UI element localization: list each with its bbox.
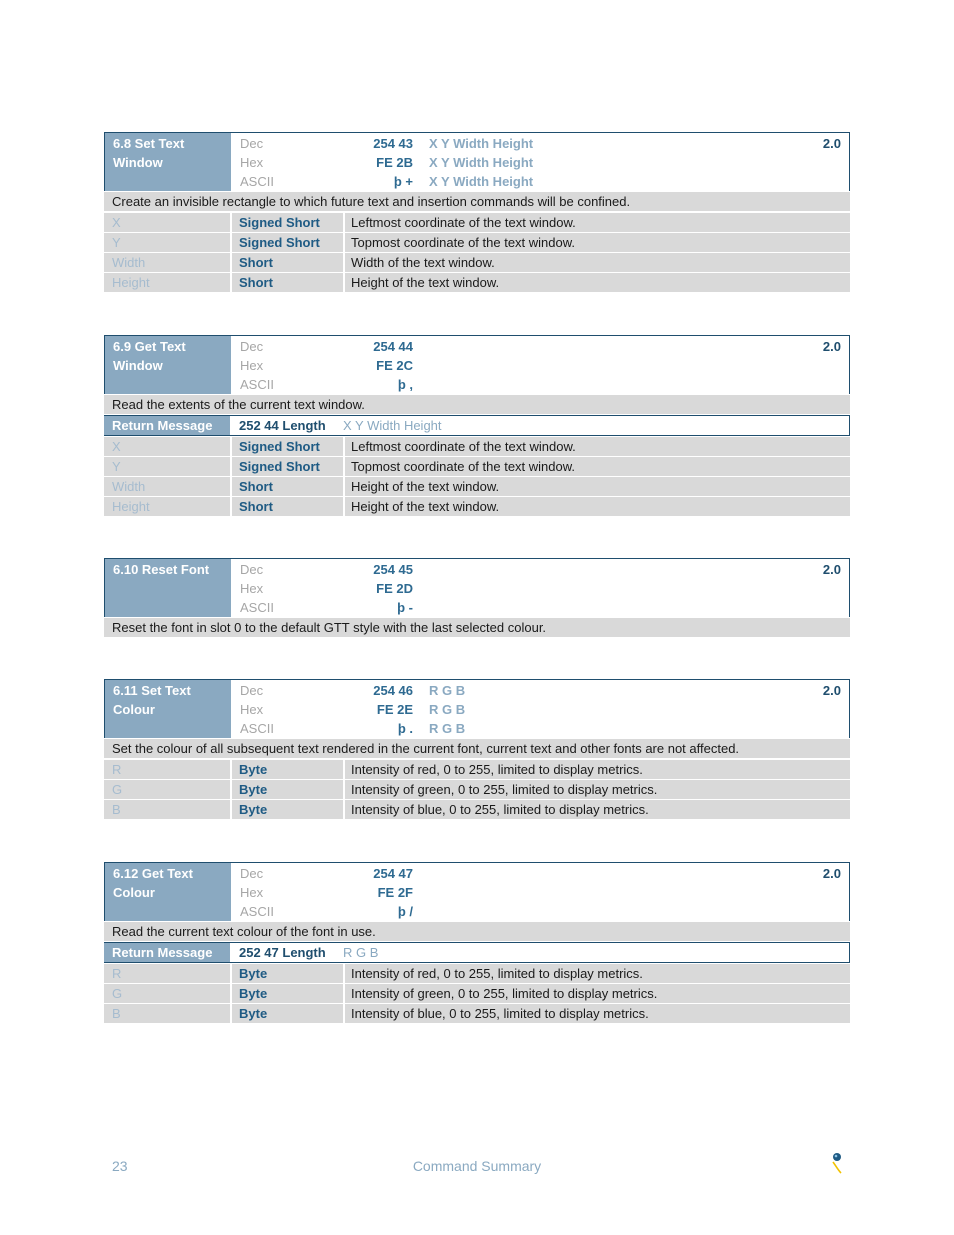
param-name: B — [104, 1004, 230, 1023]
code-value: 254 44 — [373, 339, 413, 354]
code-params: X Y Width Height — [429, 155, 534, 170]
code-params: R G B — [429, 721, 466, 736]
command-block — [104, 335, 850, 516]
code-label: ASCII — [240, 721, 274, 736]
command-block — [104, 558, 850, 638]
code-label: Hex — [240, 155, 264, 170]
param-name: Y — [104, 233, 230, 252]
param-description: Intensity of blue, 0 to 255, limited to display metrics. — [345, 1004, 850, 1023]
version-number: 2.0 — [822, 683, 841, 698]
command-description: Create an invisible rectangle to which future text and insertion commands will be confined. — [104, 192, 850, 212]
param-name: R — [104, 964, 230, 983]
param-type: Signed Short — [232, 457, 343, 476]
code-row-dec — [231, 134, 849, 153]
param-description: Intensity of blue, 0 to 255, limited to display metrics. — [345, 800, 850, 819]
command-header — [104, 679, 850, 738]
code-label: Hex — [240, 702, 264, 717]
code-params — [413, 902, 801, 921]
code-params — [413, 579, 801, 598]
param-name: Height — [104, 497, 230, 516]
command-description: Reset the font in slot 0 to the default GTT style with the last selected colour. — [104, 618, 850, 638]
param-type: Short — [232, 497, 343, 516]
code-value: FE 2B — [376, 155, 413, 170]
code-row-ascii — [231, 902, 849, 921]
code-label: ASCII — [240, 904, 274, 919]
param-name: G — [104, 780, 230, 799]
code-row-dec — [231, 337, 849, 356]
command-block — [104, 679, 850, 819]
code-value: 254 43 — [373, 136, 413, 151]
command-codes — [231, 133, 849, 191]
param-name: X — [104, 437, 230, 456]
param-type: Byte — [232, 984, 343, 1003]
code-row-ascii — [231, 172, 849, 191]
code-row-hex — [231, 883, 849, 902]
code-params: X Y Width Height — [429, 174, 534, 189]
code-params — [413, 375, 801, 394]
code-params — [413, 356, 801, 375]
parameter-row — [104, 800, 850, 819]
command-title: 6.10 Reset Font — [105, 559, 231, 617]
param-name: Width — [104, 477, 230, 496]
command-title: 6.8 Set Text Window — [105, 133, 231, 191]
code-label: Dec — [240, 683, 264, 698]
param-description: Height of the text window. — [345, 273, 850, 292]
parameter-row — [104, 984, 850, 1003]
parameter-row — [104, 780, 850, 799]
param-type: Short — [232, 273, 343, 292]
code-row-hex — [231, 579, 849, 598]
code-params: R G B — [429, 702, 466, 717]
parameter-row — [104, 760, 850, 779]
version-number: 2.0 — [822, 136, 841, 151]
param-description: Topmost coordinate of the text window. — [345, 233, 850, 252]
command-description: Read the extents of the current text window. — [104, 395, 850, 415]
param-description: Intensity of green, 0 to 255, limited to display metrics. — [345, 780, 850, 799]
parameter-row — [104, 437, 850, 456]
command-header — [104, 132, 850, 191]
param-type: Signed Short — [232, 213, 343, 232]
command-title: 6.12 Get Text Colour — [105, 863, 231, 921]
code-params — [413, 337, 801, 356]
code-label: Dec — [240, 339, 264, 354]
param-name: Width — [104, 253, 230, 272]
return-label: Return Message — [104, 943, 230, 962]
parameter-row — [104, 233, 850, 252]
code-row-dec — [231, 560, 849, 579]
code-label: ASCII — [240, 600, 274, 615]
code-params — [413, 560, 801, 579]
param-type: Byte — [232, 964, 343, 983]
code-row-hex — [231, 153, 849, 172]
code-params: R G B — [429, 683, 466, 698]
parameter-row — [104, 253, 850, 272]
code-label: Dec — [240, 562, 264, 577]
code-row-ascii — [231, 719, 849, 738]
param-type: Short — [232, 477, 343, 496]
parameter-row — [104, 497, 850, 516]
param-name: X — [104, 213, 230, 232]
return-params: R G B — [343, 945, 379, 960]
version-number: 2.0 — [822, 339, 841, 354]
code-label: Hex — [240, 581, 264, 596]
param-type: Byte — [232, 800, 343, 819]
code-params: X Y Width Height — [429, 136, 534, 151]
version-number: 2.0 — [822, 562, 841, 577]
param-type: Signed Short — [232, 437, 343, 456]
code-row-ascii — [231, 375, 849, 394]
code-params — [413, 598, 801, 617]
param-type: Signed Short — [232, 233, 343, 252]
parameter-row — [104, 964, 850, 983]
code-row-hex — [231, 700, 849, 719]
code-label: Dec — [240, 136, 264, 151]
param-name: G — [104, 984, 230, 1003]
command-title: 6.9 Get Text Window — [105, 336, 231, 394]
code-value: 254 45 — [373, 562, 413, 577]
code-value: 254 47 — [373, 866, 413, 881]
command-description: Read the current text colour of the font in use. — [104, 922, 850, 942]
param-type: Short — [232, 253, 343, 272]
return-message-row — [104, 415, 850, 436]
parameter-row — [104, 1004, 850, 1023]
code-value: þ . — [397, 721, 413, 736]
code-value: þ , — [397, 377, 413, 392]
code-value: FE 2F — [377, 885, 413, 900]
return-code: 252 47 Length — [239, 945, 326, 960]
return-code: 252 44 Length — [239, 418, 326, 433]
command-codes — [231, 680, 849, 738]
param-type: Byte — [232, 780, 343, 799]
return-message-row — [104, 942, 850, 963]
param-name: R — [104, 760, 230, 779]
command-header — [104, 335, 850, 394]
command-description: Set the colour of all subsequent text rendered in the current font, current text and other fonts are not affected. — [104, 739, 850, 759]
parameter-row — [104, 477, 850, 496]
parameter-row — [104, 457, 850, 476]
code-value: FE 2E — [376, 702, 413, 717]
command-header — [104, 558, 850, 617]
code-value: 254 46 — [373, 683, 413, 698]
param-type: Byte — [232, 1004, 343, 1023]
command-codes — [231, 863, 849, 921]
command-block — [104, 862, 850, 1023]
matrix-orbital-logo-icon — [828, 1150, 848, 1174]
parameter-row — [104, 273, 850, 292]
code-value: FE 2D — [376, 581, 413, 596]
code-params — [413, 864, 801, 883]
command-header — [104, 862, 850, 921]
return-params: X Y Width Height — [343, 418, 442, 433]
return-label: Return Message — [104, 416, 230, 435]
code-row-ascii — [231, 598, 849, 617]
param-description: Height of the text window. — [345, 477, 850, 496]
param-description: Height of the text window. — [345, 497, 850, 516]
param-description: Intensity of red, 0 to 255, limited to display metrics. — [345, 760, 850, 779]
code-value: þ / — [397, 904, 413, 919]
code-row-dec — [231, 681, 849, 700]
command-block — [104, 132, 850, 292]
command-codes — [231, 336, 849, 394]
code-label: ASCII — [240, 174, 274, 189]
param-name: Y — [104, 457, 230, 476]
page-number: 23 — [112, 1158, 128, 1174]
code-params — [413, 883, 801, 902]
param-name: Height — [104, 273, 230, 292]
code-label: Hex — [240, 885, 264, 900]
param-type: Byte — [232, 760, 343, 779]
code-label: Hex — [240, 358, 264, 373]
code-row-hex — [231, 356, 849, 375]
command-title: 6.11 Set Text Colour — [105, 680, 231, 738]
code-label: Dec — [240, 866, 264, 881]
param-description: Leftmost coordinate of the text window. — [345, 213, 850, 232]
param-name: B — [104, 800, 230, 819]
command-codes — [231, 559, 849, 617]
code-value: þ - — [397, 600, 413, 615]
code-label: ASCII — [240, 377, 274, 392]
param-description: Intensity of red, 0 to 255, limited to display metrics. — [345, 964, 850, 983]
param-description: Topmost coordinate of the text window. — [345, 457, 850, 476]
code-row-dec — [231, 864, 849, 883]
footer-title: Command Summary — [412, 1158, 542, 1174]
parameter-row — [104, 213, 850, 232]
code-value: FE 2C — [376, 358, 413, 373]
param-description: Intensity of green, 0 to 255, limited to display metrics. — [345, 984, 850, 1003]
param-description: Width of the text window. — [345, 253, 850, 272]
param-description: Leftmost coordinate of the text window. — [345, 437, 850, 456]
version-number: 2.0 — [822, 866, 841, 881]
code-value: þ + — [393, 174, 413, 189]
